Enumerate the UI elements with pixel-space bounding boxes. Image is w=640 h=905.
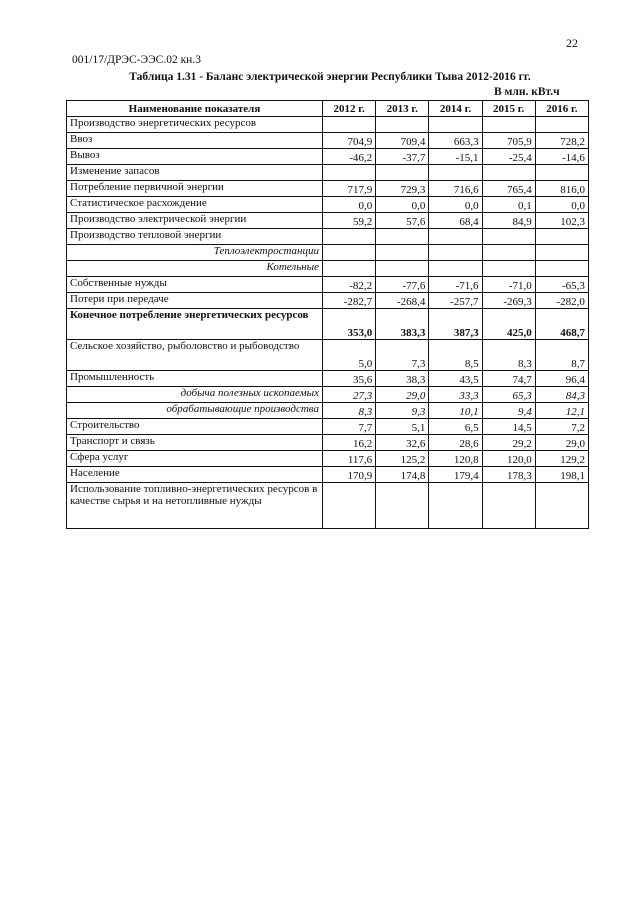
table-row [67, 117, 589, 133]
cell-value [482, 229, 535, 245]
row-label: Производство энергетических ресурсов [67, 117, 323, 133]
cell-value: 0,0 [429, 197, 482, 213]
cell-value: -15,1 [429, 149, 482, 165]
row-label: Строительство [67, 419, 323, 435]
column-header-year: 2015 г. [482, 101, 535, 117]
cell-value: 717,9 [323, 181, 376, 197]
cell-value: 0,0 [323, 197, 376, 213]
cell-value: 102,3 [535, 213, 588, 229]
cell-value: 57,6 [376, 213, 429, 229]
table-row [67, 451, 589, 467]
cell-value [482, 483, 535, 529]
cell-value: 198,1 [535, 467, 588, 483]
row-label: Потери при передаче [67, 293, 323, 309]
cell-value: 9,4 [482, 403, 535, 419]
cell-value: -25,4 [482, 149, 535, 165]
cell-value [323, 245, 376, 261]
cell-value: 765,4 [482, 181, 535, 197]
cell-value: 35,6 [323, 371, 376, 387]
cell-value: 383,3 [376, 309, 429, 340]
cell-value: 10,1 [429, 403, 482, 419]
table-row [67, 419, 589, 435]
cell-value: 7,7 [323, 419, 376, 435]
cell-value: 179,4 [429, 467, 482, 483]
cell-value [429, 483, 482, 529]
cell-value: 32,6 [376, 435, 429, 451]
cell-value: 129,2 [535, 451, 588, 467]
cell-value: -282,7 [323, 293, 376, 309]
cell-value [429, 229, 482, 245]
table-row [67, 483, 589, 529]
cell-value: 14,5 [482, 419, 535, 435]
row-label: Сфера услуг [67, 451, 323, 467]
cell-value: 468,7 [535, 309, 588, 340]
cell-value [376, 229, 429, 245]
row-label: обрабатывающие производства [67, 403, 323, 419]
table-row [67, 181, 589, 197]
row-label: Собственные нужды [67, 277, 323, 293]
cell-value: -46,2 [323, 149, 376, 165]
table-row [67, 213, 589, 229]
cell-value: 387,3 [429, 309, 482, 340]
row-label: Потребление первичной энергии [67, 181, 323, 197]
cell-value: 28,6 [429, 435, 482, 451]
cell-value: 0,1 [482, 197, 535, 213]
cell-value: 74,7 [482, 371, 535, 387]
cell-value: -282,0 [535, 293, 588, 309]
cell-value: 170,9 [323, 467, 376, 483]
cell-value [323, 165, 376, 181]
row-label: Производство тепловой энергии [67, 229, 323, 245]
cell-value: 117,6 [323, 451, 376, 467]
cell-value: 29,0 [376, 387, 429, 403]
cell-value: 38,3 [376, 371, 429, 387]
table-row [67, 293, 589, 309]
cell-value [535, 261, 588, 277]
cell-value: 7,2 [535, 419, 588, 435]
cell-value: 425,0 [482, 309, 535, 340]
cell-value: 8,7 [535, 340, 588, 371]
column-header-name: Наименование показателя [67, 101, 323, 117]
cell-value: 9,3 [376, 403, 429, 419]
table-row [67, 165, 589, 181]
cell-value: 178,3 [482, 467, 535, 483]
cell-value [482, 117, 535, 133]
cell-value: 84,9 [482, 213, 535, 229]
cell-value: 174,8 [376, 467, 429, 483]
cell-value [482, 165, 535, 181]
cell-value: 59,2 [323, 213, 376, 229]
cell-value: 29,2 [482, 435, 535, 451]
page-number: 22 [566, 36, 578, 50]
row-label: Теплоэлектростанции [67, 245, 323, 261]
cell-value [376, 245, 429, 261]
cell-value [535, 245, 588, 261]
cell-value: 663,3 [429, 133, 482, 149]
cell-value: 728,2 [535, 133, 588, 149]
cell-value: 12,1 [535, 403, 588, 419]
table-row [67, 403, 589, 419]
cell-value [376, 261, 429, 277]
cell-value: -71,0 [482, 277, 535, 293]
table-row [67, 245, 589, 261]
cell-value: 6,5 [429, 419, 482, 435]
row-label: Конечное потребление энергетических ресурсов [67, 309, 323, 340]
cell-value: -268,4 [376, 293, 429, 309]
cell-value: 353,0 [323, 309, 376, 340]
column-header-year: 2016 г. [535, 101, 588, 117]
cell-value [429, 245, 482, 261]
cell-value [482, 245, 535, 261]
cell-value: 120,8 [429, 451, 482, 467]
cell-value: 0,0 [376, 197, 429, 213]
table-row [67, 277, 589, 293]
energy-balance-table [66, 100, 589, 529]
cell-value: 125,2 [376, 451, 429, 467]
cell-value: -71,6 [429, 277, 482, 293]
cell-value: -269,3 [482, 293, 535, 309]
cell-value: 43,5 [429, 371, 482, 387]
cell-value [429, 165, 482, 181]
cell-value: -37,7 [376, 149, 429, 165]
table-row [67, 149, 589, 165]
cell-value [376, 165, 429, 181]
unit-label: В млн. кВт.ч [494, 86, 560, 98]
row-label: Сельское хозяйство, рыболовство и рыбоводство [67, 340, 323, 371]
row-label: Изменение запасов [67, 165, 323, 181]
cell-value [323, 117, 376, 133]
row-label: Производство электрической энергии [67, 213, 323, 229]
cell-value [323, 229, 376, 245]
table-row [67, 340, 589, 371]
row-label: Использование топливно-энергетических ресурсов в качестве сырья и на нетопливные нужды [67, 483, 323, 529]
cell-value: 120,0 [482, 451, 535, 467]
row-label: Котельные [67, 261, 323, 277]
table-row [67, 197, 589, 213]
cell-value: 96,4 [535, 371, 588, 387]
cell-value: 8,5 [429, 340, 482, 371]
cell-value: -65,3 [535, 277, 588, 293]
cell-value: 65,3 [482, 387, 535, 403]
cell-value: 716,6 [429, 181, 482, 197]
cell-value: 33,3 [429, 387, 482, 403]
cell-value: 0,0 [535, 197, 588, 213]
table-row [67, 387, 589, 403]
column-header-year: 2012 г. [323, 101, 376, 117]
row-label: Статистическое расхождение [67, 197, 323, 213]
row-label: Вывоз [67, 149, 323, 165]
column-header-year: 2014 г. [429, 101, 482, 117]
cell-value [535, 165, 588, 181]
cell-value [323, 261, 376, 277]
cell-value: 16,2 [323, 435, 376, 451]
table-header-row [67, 101, 589, 117]
row-label: добыча полезных ископаемых [67, 387, 323, 403]
table-row [67, 229, 589, 245]
cell-value [535, 117, 588, 133]
table-row [67, 467, 589, 483]
cell-value: 8,3 [323, 403, 376, 419]
cell-value: 816,0 [535, 181, 588, 197]
cell-value [376, 117, 429, 133]
cell-value [482, 261, 535, 277]
cell-value: 27,3 [323, 387, 376, 403]
table-row [67, 371, 589, 387]
row-label: Ввоз [67, 133, 323, 149]
table-title: Таблица 1.31 - Баланс электрической энергии Республики Тыва 2012-2016 гг. [129, 71, 531, 83]
cell-value [323, 483, 376, 529]
cell-value: -77,6 [376, 277, 429, 293]
cell-value: 8,3 [482, 340, 535, 371]
table-row [67, 435, 589, 451]
table-row [67, 133, 589, 149]
cell-value [429, 261, 482, 277]
cell-value [429, 117, 482, 133]
row-label: Население [67, 467, 323, 483]
cell-value: 84,3 [535, 387, 588, 403]
cell-value: 5,0 [323, 340, 376, 371]
column-header-year: 2013 г. [376, 101, 429, 117]
table-row [67, 261, 589, 277]
cell-value [376, 483, 429, 529]
cell-value: 5,1 [376, 419, 429, 435]
cell-value: 704,9 [323, 133, 376, 149]
row-label: Транспорт и связь [67, 435, 323, 451]
table-row [67, 309, 589, 340]
cell-value: 709,4 [376, 133, 429, 149]
cell-value: 7,3 [376, 340, 429, 371]
cell-value: -257,7 [429, 293, 482, 309]
cell-value: 729,3 [376, 181, 429, 197]
cell-value: 68,4 [429, 213, 482, 229]
cell-value [535, 229, 588, 245]
cell-value: 705,9 [482, 133, 535, 149]
row-label: Промышленность [67, 371, 323, 387]
cell-value: -14,6 [535, 149, 588, 165]
cell-value: -82,2 [323, 277, 376, 293]
cell-value [535, 483, 588, 529]
cell-value: 29,0 [535, 435, 588, 451]
document-code: 001/17/ДРЭС-ЭЭС.02 кн.3 [72, 54, 201, 66]
